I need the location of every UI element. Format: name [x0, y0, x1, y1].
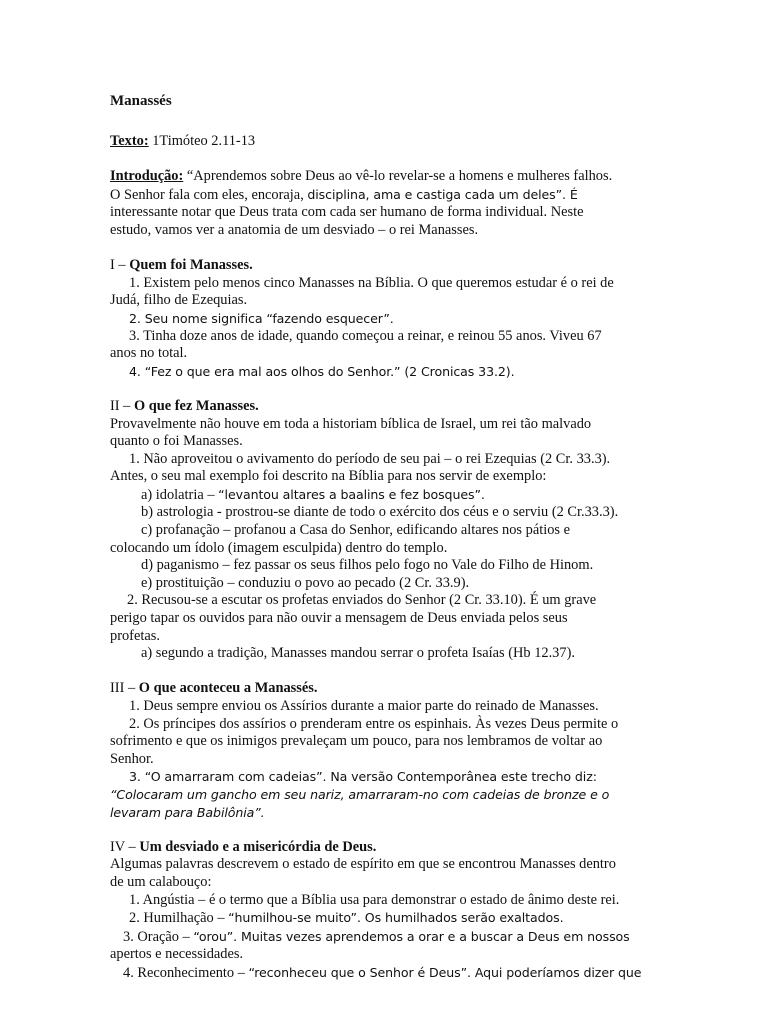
section-title: O que aconteceu a Manassés.	[138, 680, 318, 697]
list-item-quote: “humilhou-se muito”. Os humilhados serão exaltados.	[228, 910, 564, 926]
texto-value: 1Timóteo 2.11-13	[148, 133, 256, 149]
section-title: O que fez Manasses.	[133, 397, 259, 414]
section-3-heading	[110, 680, 660, 698]
intro-text-alt: disciplina, ama e castiga cada um deles”. É	[307, 186, 578, 202]
sub-item-continuation: colocando um ídolo (imagem esculpida) dentro do templo.	[110, 539, 448, 556]
list-item: 3. “O amarraram com cadeias”. Na versão Contemporânea este trecho diz:	[129, 769, 597, 785]
intro-line-4: estudo, vamos ver a anatomia de um desviado – o rei Manasses.	[110, 221, 479, 238]
list-item-label: 4. Reconhecimento –	[123, 964, 249, 981]
document-title: Manassés	[110, 93, 172, 109]
list-item-continuation: Judá, filho de Ezequias.	[110, 292, 248, 309]
intro-label: Introdução:	[110, 168, 184, 185]
list-item-continuation: Antes, o seu mal exemplo foi descrito na Bíblia para nos servir de exemplo:	[110, 468, 547, 485]
list-item: 1. Angústia – é o termo que a Bíblia usa para demonstrar o estado de ânimo deste rei.	[129, 891, 620, 908]
list-item	[110, 964, 660, 983]
section-number: IV –	[110, 838, 140, 855]
list-item: 2. Os príncipes dos assírios o prenderam entre os espinhais. Às vezes Deus permite o	[129, 715, 619, 732]
intro-line-2	[110, 186, 660, 205]
section-number: II –	[110, 397, 134, 414]
texto-label: Texto:	[110, 133, 149, 149]
sub-item: b) astrologia - prostrou-se diante de todo o exército dos céus e o serviu (2 Cr.33.3).	[141, 504, 619, 521]
intro-quote: “Aprendemos sobre Deus ao vê-lo revelar-se a homens e mulheres falhos.	[183, 168, 613, 185]
intro-line-1	[110, 168, 660, 186]
sub-item: c) profanação – profanou a Casa do Senhor, edificando altares nos pátios e	[141, 522, 570, 539]
paragraph-line: Provavelmente não houve em toda a historiam bíblica de Israel, um rei tão malvado	[110, 415, 592, 432]
sub-item	[110, 486, 660, 505]
list-item-continuation: profetas.	[110, 627, 160, 644]
intro-line-3: interessante notar que Deus trata com cada ser humano de forma individual. Neste	[110, 204, 584, 221]
section-title: Um desviado e a misericórdia de Deus.	[139, 838, 377, 855]
section-number: I –	[110, 257, 130, 274]
list-item: 1. Existem pelo menos cinco Manasses na Bíblia. O que queremos estudar é o rei de	[129, 274, 614, 291]
sub-item-quote: “levantou altares a baalins e fez bosques”.	[218, 486, 485, 502]
quote-line: “Colocaram um gancho em seu nariz, amarraram-no com cadeias de bronze e o	[110, 786, 610, 802]
list-item-quote: “orou”. Muitas vezes aprendemos a orar e a buscar a Deus em nossos	[193, 928, 630, 944]
list-item-label: 3. Oração –	[123, 928, 194, 945]
section-1-heading	[110, 257, 660, 275]
document-body	[110, 92, 660, 983]
list-item-continuation: anos no total.	[110, 345, 188, 362]
list-item: 3. Tinha doze anos de idade, quando começou a reinar, e reinou 55 anos. Viveu 67	[129, 327, 602, 344]
paragraph-line: quanto o foi Manasses.	[110, 433, 243, 450]
list-item-label: 2. Humilhação –	[129, 910, 229, 927]
list-item: 2. Recusou-se a escutar os profetas enviados do Senhor (2 Cr. 33.10). É um grave	[127, 592, 597, 609]
list-item-continuation: perigo tapar os ouvidos para não ouvir a mensagem de Deus enviada pelos seus	[110, 610, 568, 627]
list-item: 4. “Fez o que era mal aos olhos do Senhor.” (2 Cronicas 33.2).	[129, 363, 515, 379]
section-title: Quem foi Manasses.	[129, 257, 253, 274]
list-item-quote: “reconheceu que o Senhor é Deus”. Aqui poderíamos dizer que	[248, 964, 642, 980]
sub-item: d) paganismo – fez passar os seus filhos pelo fogo no Vale do Filho de Hinom.	[141, 557, 594, 574]
list-item	[110, 909, 660, 928]
list-item-continuation: apertos e necessidades.	[110, 946, 244, 963]
list-item: 1. Deus sempre enviou os Assírios durante a maior parte do reinado de Manasses.	[129, 698, 599, 714]
texto-line	[110, 133, 660, 151]
paragraph-line: Algumas palavras descrevem o estado de espírito em que se encontrou Manasses dentro	[110, 856, 616, 873]
paragraph-line: de um calabouço:	[110, 873, 212, 890]
list-item: 2. Seu nome significa “fazendo esquecer”.	[129, 310, 394, 326]
sub-item-label: a) idolatria –	[141, 486, 219, 503]
intro-text: O Senhor fala com eles, encoraja,	[110, 186, 308, 203]
sub-item: e) prostituição – conduziu o povo ao pecado (2 Cr. 33.9).	[141, 574, 470, 591]
list-item-continuation: Senhor.	[110, 750, 154, 767]
section-4-heading	[110, 839, 660, 857]
quote-line: levaram para Babilônia”.	[110, 804, 265, 820]
section-number: III –	[110, 680, 139, 697]
list-item-continuation: sofrimento e que os inimigos prevaleçam um pouco, para nos lembramos de voltar ao	[110, 733, 603, 750]
list-item: 1. Não aproveitou o avivamento do período de seu pai – o rei Ezequias (2 Cr. 33.3).	[129, 450, 611, 467]
section-2-heading	[110, 398, 660, 416]
sub-item: a) segundo a tradição, Manasses mandou serrar o profeta Isaías (Hb 12.37).	[141, 645, 575, 662]
list-item	[110, 928, 660, 947]
